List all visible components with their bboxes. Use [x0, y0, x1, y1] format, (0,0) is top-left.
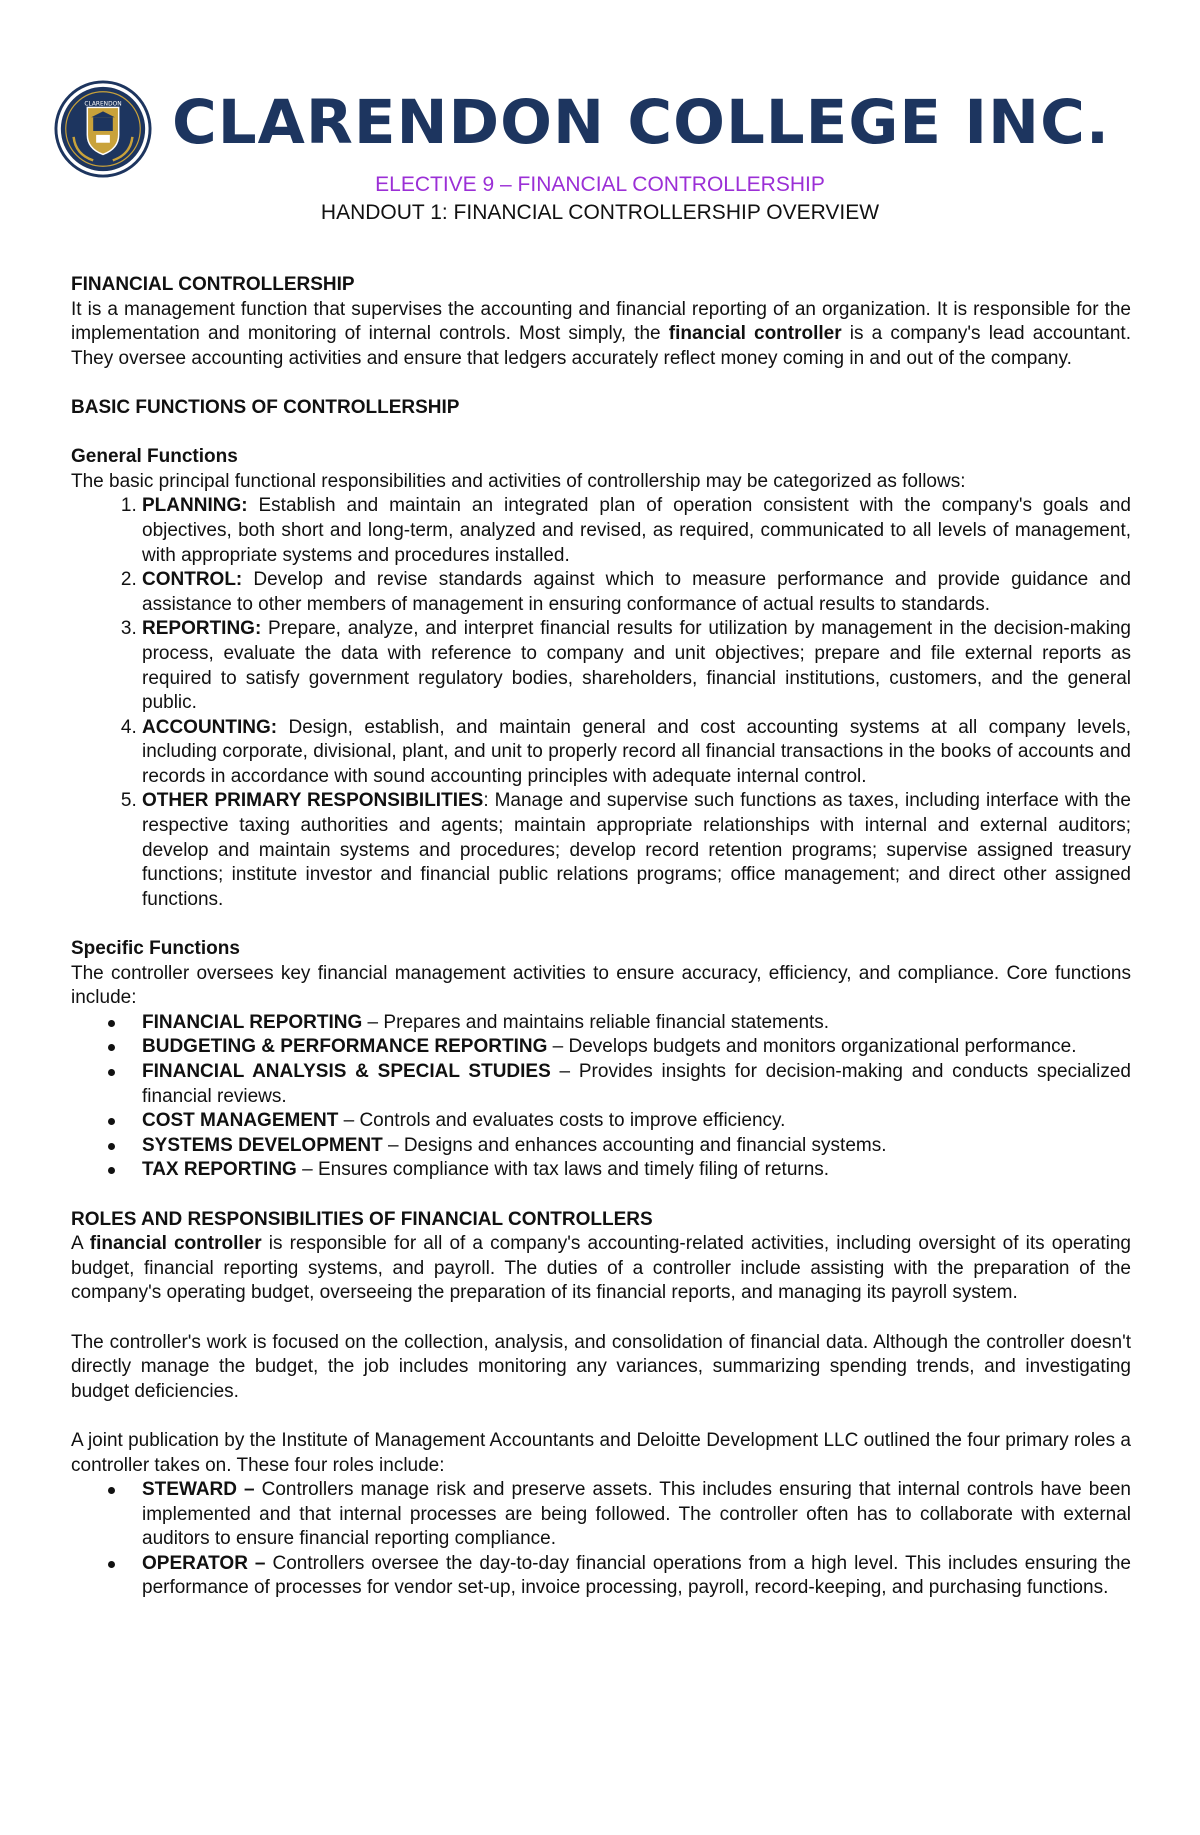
- list-item: SYSTEMS DEVELOPMENT – Designs and enhances accounting and financial systems.: [142, 1134, 1131, 1159]
- general-functions-intro: The basic principal functional responsibilities and activities of controllership may be categorized as follows:: [71, 470, 966, 492]
- bullet-icon: [108, 1118, 115, 1125]
- seal-text: CLARENDON: [84, 101, 122, 108]
- roles-paragraph-2: The controller's work is focused on the collection, analysis, and consolidation of financial data. Although the controller doesn't directly manage the budget, the job includes monitoring any variances, summarizing spending trends, and investigating budget deficiencies.: [71, 1331, 1131, 1402]
- document-body: [71, 273, 1131, 1601]
- bullet-icon: [108, 1487, 115, 1494]
- section-heading-financial-controllership: FINANCIAL CONTROLLERSHIP: [71, 274, 355, 295]
- section-heading-roles: ROLES AND RESPONSIBILITIES OF FINANCIAL CONTROLLERS: [71, 1208, 653, 1230]
- course-title: ELECTIVE 9 – FINANCIAL CONTROLLERSHIP: [375, 173, 825, 196]
- bullet-icon: [108, 1167, 115, 1174]
- subheading-general-functions: General Functions: [71, 446, 238, 468]
- subheading-specific-functions: Specific Functions: [71, 938, 240, 960]
- list-item: 4. ACCOUNTING: Design, establish, and maintain general and cost accounting systems at all company levels, including corporate, divisional, plant, and unit to properly record all financial transactions in the books of accounts and records in accordance with sound accounting principles with adequate internal control.: [142, 716, 1131, 790]
- list-item: 2. CONTROL: Develop and revise standards against which to measure performance and provide guidance and assistance to other members of management in ensuring conformance of actual results to standards.: [142, 568, 1131, 617]
- list-item: 3. REPORTING: Prepare, analyze, and interpret financial results for utilization by management in the decision-making process, evaluate the data with reference to company and unit objectives; prepare and file external reports as required to satisfy government regulatory bodies, shareholders, financial institutions, customers, and the general public.: [142, 617, 1131, 715]
- specific-functions-list: [71, 1011, 1131, 1183]
- bullet-icon: [108, 1561, 115, 1568]
- list-item: BUDGETING & PERFORMANCE REPORTING – Develops budgets and monitors organizational performance.: [142, 1035, 1131, 1060]
- controller-roles-list: [71, 1478, 1131, 1601]
- roles-paragraph-3: A joint publication by the Institute of Management Accountants and Deloitte Development LLC outlined the four primary roles a controller takes on. These four roles include:: [71, 1429, 1131, 1476]
- college-name: CLARENDON COLLEGE INC.: [172, 87, 1111, 158]
- college-header: [54, 80, 1164, 184]
- bullet-icon: [108, 1020, 115, 1027]
- general-functions-list: [71, 494, 1131, 912]
- list-item: FINANCIAL REPORTING – Prepares and maintains reliable financial statements.: [142, 1011, 1131, 1036]
- list-item: FINANCIAL ANALYSIS & SPECIAL STUDIES – Provides insights for decision-making and conducts specialized financial reviews.: [142, 1060, 1131, 1109]
- list-item: 1. PLANNING: Establish and maintain an integrated plan of operation consistent with the company's goals and objectives, both short and long-term, analyzed and revised, as required, communicated to all levels of management, with appropriate systems and procedures installed.: [142, 494, 1131, 568]
- definition-paragraph: It is a management function that supervises the accounting and financial reporting of an organization. It is responsible for the implementation and monitoring of internal controls. Most simply, the financial controller is a company's lead accountant. They oversee accounting activities and ensure that ledgers accurately reflect money coming in and out of the company.: [71, 298, 1131, 369]
- document-titles: [0, 172, 1200, 226]
- list-item: COST MANAGEMENT – Controls and evaluates costs to improve efficiency.: [142, 1109, 1131, 1134]
- handout-title: HANDOUT 1: FINANCIAL CONTROLLERSHIP OVERVIEW: [320, 201, 880, 224]
- list-item: OPERATOR – Controllers oversee the day-to-day financial operations from a high level. This includes ensuring the performance of processes for vendor set-up, invoice processing, payroll, record-keeping, and purchasing functions.: [142, 1552, 1131, 1601]
- specific-functions-intro: The controller oversees key financial management activities to ensure accuracy, efficiency, and compliance. Core functions include:: [71, 962, 1131, 1009]
- bullet-icon: [108, 1069, 115, 1076]
- bullet-icon: [108, 1044, 115, 1051]
- college-seal-logo: [54, 80, 152, 178]
- list-item: STEWARD – Controllers manage risk and preserve assets. This includes ensuring that internal controls have been implemented and that internal processes are being followed. The controller often has to collaborate with external auditors to ensure financial reporting compliance.: [142, 1478, 1131, 1552]
- roles-paragraph-1: A financial controller is responsible for all of a company's accounting-related activities, including oversight of its operating budget, financial reporting systems, and payroll. The duties of a controller include assisting with the preparation of the company's operating budget, overseeing the preparation of its financial reports, and managing its payroll system.: [71, 1233, 1132, 1304]
- section-heading-basic-functions: BASIC FUNCTIONS OF CONTROLLERSHIP: [71, 396, 460, 418]
- list-item: 5. OTHER PRIMARY RESPONSIBILITIES: Manage and supervise such functions as taxes, including interface with the respective taxing authorities and agents; maintain appropriate relationships with internal and external auditors; develop and maintain systems and procedures; develop record retention programs; supervise assigned treasury functions; institute investor and financial public relations programs; office management; and direct other assigned functions.: [142, 789, 1131, 912]
- bullet-icon: [108, 1143, 115, 1150]
- list-item: TAX REPORTING – Ensures compliance with tax laws and timely filing of returns.: [142, 1158, 1131, 1183]
